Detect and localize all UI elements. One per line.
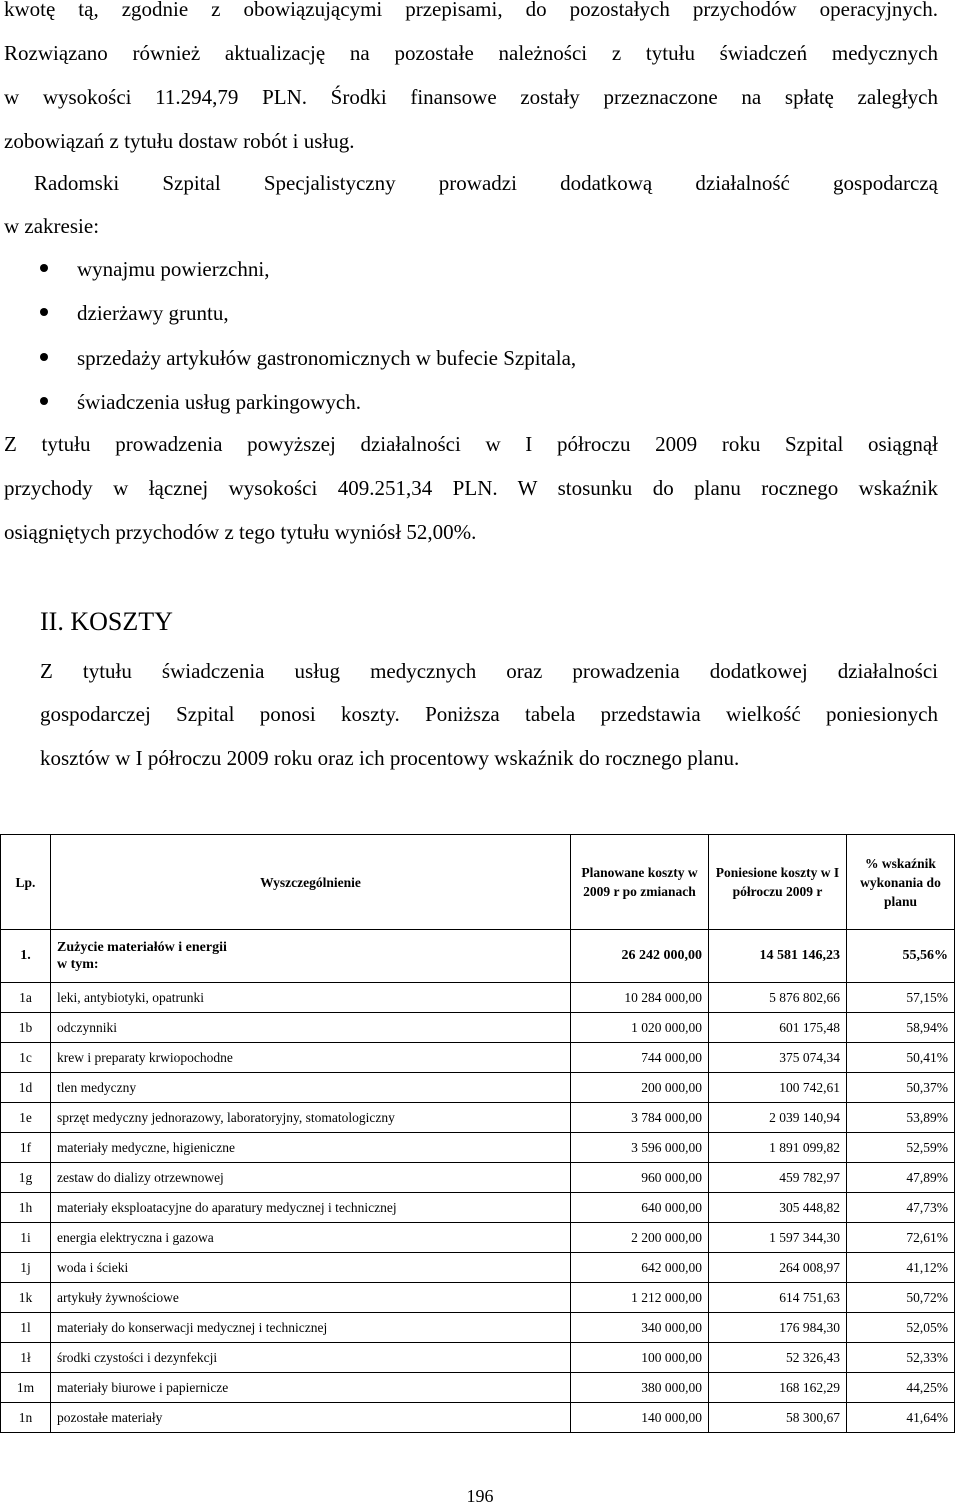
cell-planned: 380 000,00: [571, 1373, 709, 1403]
costs-line-3: kosztów w I półroczu 2009 roku oraz ich procentowy wskaźnik do rocznego planu.: [40, 746, 740, 770]
cell-actual: 52 326,43: [709, 1343, 847, 1373]
table-row: [1, 1253, 955, 1283]
revenue-line-1: Z tytułu prowadzenia powyższej działalności w I półroczu 2009 roku Szpital osiągnął: [4, 432, 938, 456]
activity-line-2: w zakresie:: [4, 214, 100, 238]
cell-description: krew i preparaty krwiopochodne: [51, 1043, 571, 1073]
cell-lp: 1f: [1, 1133, 51, 1163]
cell-planned: 140 000,00: [571, 1403, 709, 1433]
cell-percent: 50,72%: [847, 1283, 955, 1313]
cell-description: materiały eksploatacyjne do aparatury medycznej i technicznej: [51, 1193, 571, 1223]
cell-planned: 3 784 000,00: [571, 1103, 709, 1133]
cell-lp: 1k: [1, 1283, 51, 1313]
cell-percent: 50,37%: [847, 1073, 955, 1103]
cell-percent: 52,33%: [847, 1343, 955, 1373]
cell-actual: 100 742,61: [709, 1073, 847, 1103]
cell-percent: 53,89%: [847, 1103, 955, 1133]
cell-description: tlen medyczny: [51, 1073, 571, 1103]
intro-line-2: Rozwiązano również aktualizację na pozostałe należności z tytułu świadczeń medycznych: [4, 41, 938, 65]
cell-percent: 58,94%: [847, 1013, 955, 1043]
cell-description: woda i ścieki: [51, 1253, 571, 1283]
table-row: [1, 1313, 955, 1343]
cell-planned: 642 000,00: [571, 1253, 709, 1283]
cell-planned: 100 000,00: [571, 1343, 709, 1373]
activity-item-1: wynajmu powierzchni,: [77, 257, 270, 281]
cell-planned: 1 212 000,00: [571, 1283, 709, 1313]
main-description-line-2: w tym:: [57, 957, 99, 972]
cell-lp: 1c: [1, 1043, 51, 1073]
cell-lp: 1m: [1, 1373, 51, 1403]
cell-lp: 1e: [1, 1103, 51, 1133]
cell-actual: 58 300,67: [709, 1403, 847, 1433]
activity-item-4: świadczenia usług parkingowych.: [77, 390, 362, 414]
table-row: [1, 1013, 955, 1043]
cell-lp: 1d: [1, 1073, 51, 1103]
cell-planned: 340 000,00: [571, 1313, 709, 1343]
cell-lp: 1.: [1, 930, 51, 983]
page-number: 196: [466, 1486, 494, 1506]
cell-actual: 1 891 099,82: [709, 1133, 847, 1163]
activity-line-1: Radomski Szpital Specjalistyczny prowadzi dodatkową działalność gospodarczą: [34, 171, 938, 195]
cell-actual: 375 074,34: [709, 1043, 847, 1073]
cell-planned: 26 242 000,00: [571, 930, 709, 983]
cell-lp: 1i: [1, 1223, 51, 1253]
cell-description: leki, antybiotyki, opatrunki: [51, 983, 571, 1013]
section-heading: II. KOSZTY: [40, 607, 173, 636]
cell-actual: 459 782,97: [709, 1163, 847, 1193]
cell-description: energia elektryczna i gazowa: [51, 1223, 571, 1253]
cell-planned: 640 000,00: [571, 1193, 709, 1223]
cell-percent: 50,41%: [847, 1043, 955, 1073]
cell-planned: 744 000,00: [571, 1043, 709, 1073]
cell-actual: 305 448,82: [709, 1193, 847, 1223]
cell-actual: 614 751,63: [709, 1283, 847, 1313]
cell-lp: 1a: [1, 983, 51, 1013]
bullet-icon: [40, 264, 48, 272]
header-description: Wyszczególnienie: [51, 835, 571, 930]
intro-line-3: w wysokości 11.294,79 PLN. Środki finansowe zostały przeznaczone na spłatę zaległych: [4, 85, 938, 109]
cell-description: [51, 930, 571, 983]
cell-planned: 10 284 000,00: [571, 983, 709, 1013]
table-row: [1, 1133, 955, 1163]
cell-actual: 601 175,48: [709, 1013, 847, 1043]
cell-percent: 47,89%: [847, 1163, 955, 1193]
cell-planned: 200 000,00: [571, 1073, 709, 1103]
cell-description: materiały do konserwacji medycznej i technicznej: [51, 1313, 571, 1343]
cell-actual: 264 008,97: [709, 1253, 847, 1283]
activity-item-2: dzierżawy gruntu,: [77, 301, 229, 325]
cell-actual: 1 597 344,30: [709, 1223, 847, 1253]
cell-percent: 55,56%: [847, 930, 955, 983]
cell-lp: 1h: [1, 1193, 51, 1223]
cell-description: materiały biurowe i papiernicze: [51, 1373, 571, 1403]
bullet-icon: [40, 353, 48, 361]
table-row: [1, 1373, 955, 1403]
cell-description: odczynniki: [51, 1013, 571, 1043]
cell-percent: 41,12%: [847, 1253, 955, 1283]
table-row: [1, 1283, 955, 1313]
table-row: [1, 1403, 955, 1433]
cell-planned: 3 596 000,00: [571, 1133, 709, 1163]
header-percent: % wskaźnik wykonania do planu: [847, 835, 955, 930]
table-row: [1, 983, 955, 1013]
revenue-line-2: przychody w łącznej wysokości 409.251,34 PLN. W stosunku do planu rocznego wskaźnik: [4, 476, 938, 500]
cell-description: materiały medyczne, higieniczne: [51, 1133, 571, 1163]
cell-description: artykuły żywnościowe: [51, 1283, 571, 1313]
cell-planned: 2 200 000,00: [571, 1223, 709, 1253]
cell-planned: 960 000,00: [571, 1163, 709, 1193]
cell-lp: 1ł: [1, 1343, 51, 1373]
cell-percent: 57,15%: [847, 983, 955, 1013]
table-row-main: [1, 930, 955, 983]
table-row: [1, 1163, 955, 1193]
revenue-line-3: osiągniętych przychodów z tego tytułu wyniósł 52,00%.: [4, 520, 477, 544]
costs-line-2: gospodarczej Szpital ponosi koszty. Poniższa tabela przedstawia wielkość poniesionych: [40, 702, 938, 726]
cell-lp: 1b: [1, 1013, 51, 1043]
cell-lp: 1n: [1, 1403, 51, 1433]
cell-percent: 44,25%: [847, 1373, 955, 1403]
cell-description: pozostałe materiały: [51, 1403, 571, 1433]
intro-line-4: zobowiązań z tytułu dostaw robót i usług.: [4, 129, 355, 153]
costs-table: [0, 834, 955, 1433]
cell-actual: 2 039 140,94: [709, 1103, 847, 1133]
cell-actual: 5 876 802,66: [709, 983, 847, 1013]
cell-description: zestaw do dializy otrzewnowej: [51, 1163, 571, 1193]
cell-percent: 72,61%: [847, 1223, 955, 1253]
cell-percent: 41,64%: [847, 1403, 955, 1433]
cell-percent: 47,73%: [847, 1193, 955, 1223]
cell-percent: 52,05%: [847, 1313, 955, 1343]
cell-lp: 1l: [1, 1313, 51, 1343]
table-row: [1, 1193, 955, 1223]
cell-planned: 1 020 000,00: [571, 1013, 709, 1043]
cell-percent: 52,59%: [847, 1133, 955, 1163]
costs-line-1: Z tytułu świadczenia usług medycznych oraz prowadzenia dodatkowej działalności: [40, 659, 938, 683]
table-header-row: [1, 835, 955, 930]
header-lp: Lp.: [1, 835, 51, 930]
table-row: [1, 1343, 955, 1373]
bullet-icon: [40, 397, 48, 405]
cell-lp: 1g: [1, 1163, 51, 1193]
cell-description: sprzęt medyczny jednorazowy, laboratoryjny, stomatologiczny: [51, 1103, 571, 1133]
table-row: [1, 1043, 955, 1073]
table-row: [1, 1223, 955, 1253]
table-row: [1, 1073, 955, 1103]
header-actual: Poniesione koszty w I półroczu 2009 r: [709, 835, 847, 930]
cell-actual: 176 984,30: [709, 1313, 847, 1343]
intro-line-1: kwotę tą, zgodnie z obowiązującymi przepisami, do pozostałych przychodów operacyjnych.: [4, 0, 938, 21]
activity-item-3: sprzedaży artykułów gastronomicznych w bufecie Szpitala,: [77, 346, 577, 370]
header-planned: Planowane koszty w 2009 r po zmianach: [571, 835, 709, 930]
bullet-icon: [40, 308, 48, 316]
cell-lp: 1j: [1, 1253, 51, 1283]
cell-actual: 168 162,29: [709, 1373, 847, 1403]
table-row: [1, 1103, 955, 1133]
cell-description: środki czystości i dezynfekcji: [51, 1343, 571, 1373]
cell-actual: 14 581 146,23: [709, 930, 847, 983]
main-description-line-1: Zużycie materiałów i energii: [57, 940, 227, 955]
